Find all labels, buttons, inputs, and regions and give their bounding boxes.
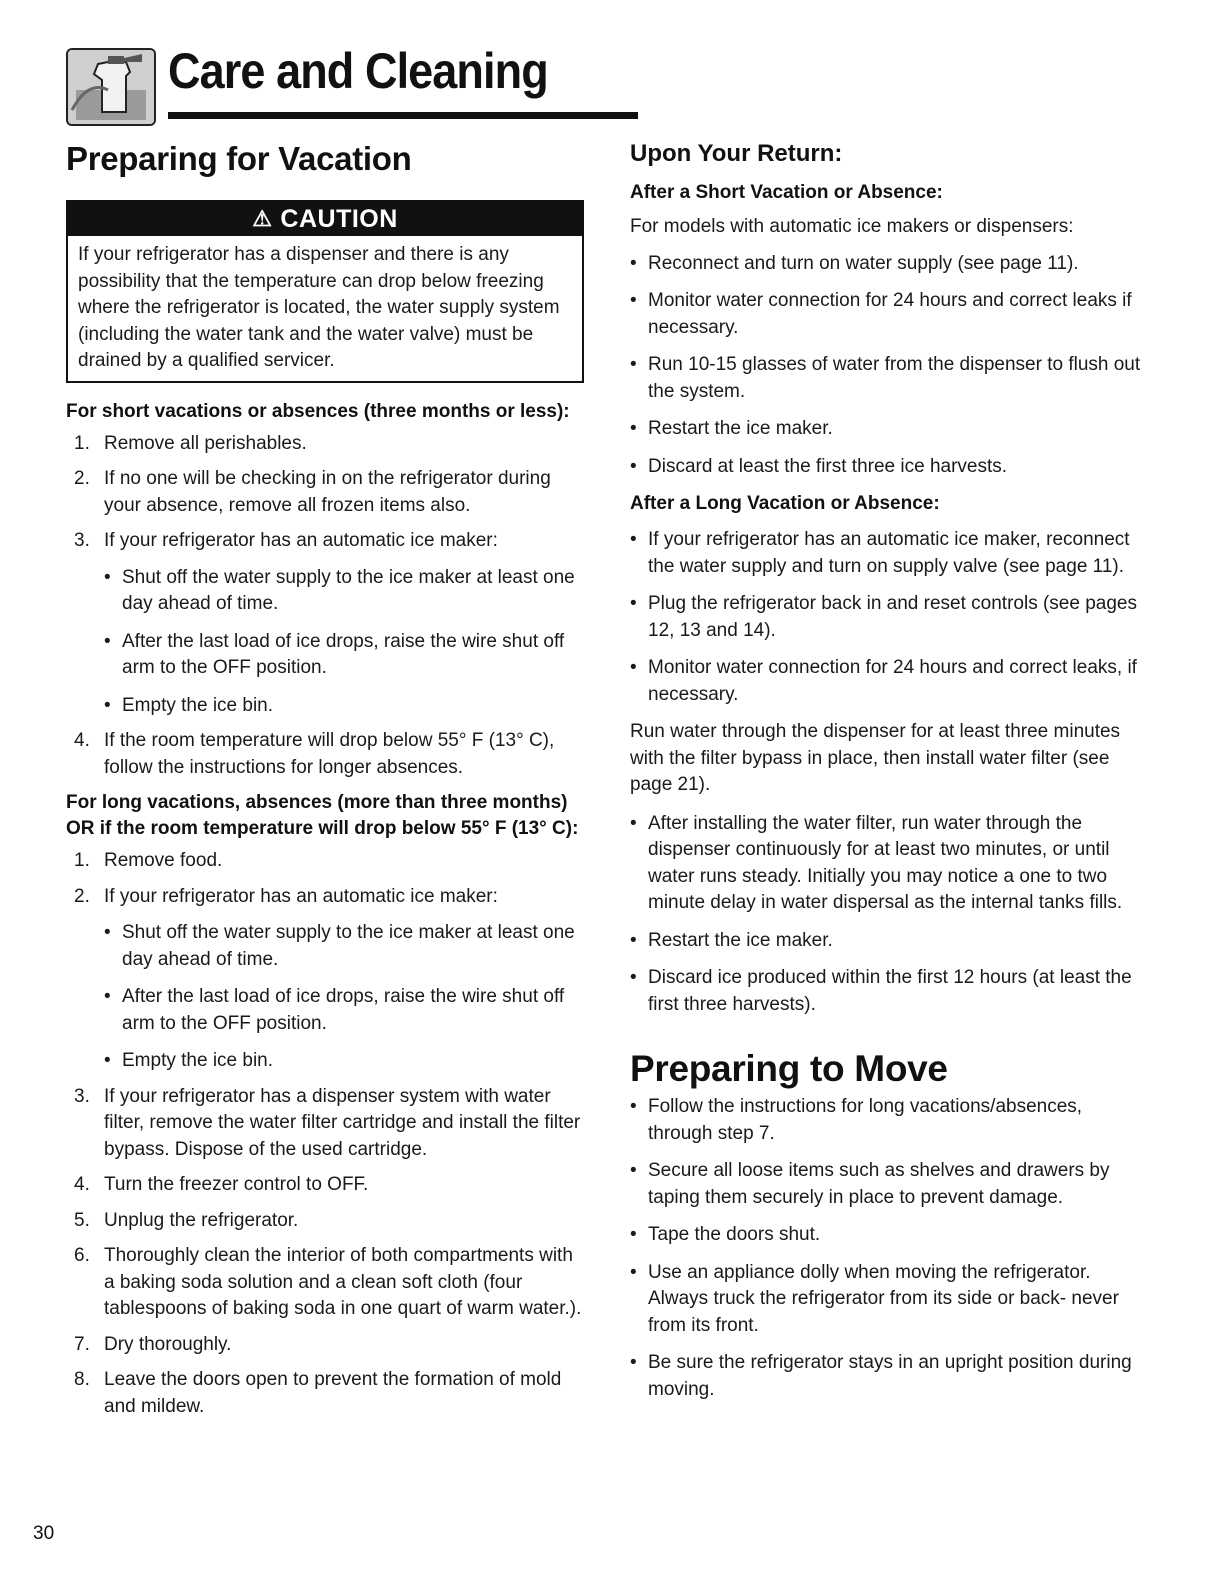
list-item: 3. If your refrigerator has a dispenser system with water filter, remove the water filter cartridge and install the filter bypass. Dispose of the used cartridge.	[74, 1085, 581, 1160]
caution-bar	[68, 202, 582, 236]
list-item: 5. Unplug the refrigerator.	[74, 1209, 299, 1231]
list-item: 6. Thoroughly clean the interior of both compartments with a baking soda solution and a clean soft cloth (four tablespoons of baking soda in one quart of warm water.).	[74, 1245, 582, 1319]
short-return-heading: After a Short Vacation or Absence:	[630, 182, 943, 203]
list-item: 1. Remove food.	[74, 850, 223, 871]
list-item: 4. Turn the freezer control to OFF.	[74, 1174, 369, 1195]
short-return-list	[630, 251, 1150, 481]
page-number: 30	[33, 1523, 55, 1544]
list-item: • If your refrigerator has an automatic ice maker, reconnect the water supply and turn on supply valve (see page 11).	[630, 529, 1130, 577]
list-item: • Discard ice produced within the first 12 hours (at least the first three harvests).	[630, 967, 1132, 1015]
caution-box	[66, 200, 584, 383]
short-vacation-heading: For short vacations or absences (three months or less):	[66, 400, 570, 422]
right-column	[630, 140, 1150, 1414]
list-item: • Use an appliance dolly when moving the refrigerator. Always truck the refrigerator from its side or back- never from its front.	[630, 1261, 1119, 1336]
list-item: • Empty the ice bin.	[104, 1050, 274, 1071]
long-vacation-list	[66, 848, 586, 1420]
ice-maker-sublist	[104, 565, 586, 720]
header-rule	[168, 112, 638, 119]
left-column	[66, 140, 586, 1429]
long-return-heading: After a Long Vacation or Absence:	[630, 493, 940, 514]
list-item: 2. If your refrigerator has an automatic ice maker: • Shut off the water supply to the ice maker at least one day ahead of time. • After the last load of ice drops, raise the wire shut off arm to the OFF position. • Empty the ice bin.	[66, 884, 586, 1075]
header-title: Care and Cleaning	[168, 43, 548, 99]
list-item: • Follow the instructions for long vacations/absences, through step 7.	[630, 1096, 1083, 1144]
list-item: • After the last load of ice drops, raise the wire shut off arm to the OFF position.	[104, 630, 565, 678]
caution-label: CAUTION	[280, 204, 398, 233]
list-item: 8. Leave the doors open to prevent the formation of mold and mildew.	[74, 1369, 562, 1417]
list-item: • Plug the refrigerator back in and reset controls (see pages 12, 13 and 14).	[630, 593, 1137, 641]
page-header	[66, 40, 571, 125]
list-item: 2. If no one will be checking in on the refrigerator during your absence, remove all frozen items also.	[74, 468, 551, 516]
list-item: • Reconnect and turn on water supply (see page 11).	[630, 252, 1079, 274]
spray-bottle-icon	[66, 48, 156, 126]
list-item: • Restart the ice maker.	[630, 418, 833, 439]
list-item: 4. If the room temperature will drop below 55° F (13° C), follow the instructions for longer absences.	[74, 730, 555, 778]
filter-paragraph: Run water through the dispenser for at least three minutes with the filter bypass in place, then install water filter (see page 21).	[630, 721, 1121, 795]
return-title: Upon Your Return:	[630, 140, 843, 167]
short-return-intro: For models with automatic ice makers or dispensers:	[630, 216, 1074, 237]
move-list	[630, 1094, 1150, 1403]
long-return-list	[630, 527, 1150, 708]
list-item: 3. If your refrigerator has an automatic ice maker: • Shut off the water supply to the ice maker at least one day ahead of time. • After the last load of ice drops, raise the wire shut off arm to the OFF position. • Empty the ice bin.	[66, 528, 586, 719]
list-item: • Be sure the refrigerator stays in an upright position during moving.	[630, 1352, 1132, 1400]
list-item: • Restart the ice maker.	[630, 929, 833, 951]
list-item: • Monitor water connection for 24 hours and correct leaks if necessary.	[630, 290, 1132, 338]
list-item: 1. Remove all perishables.	[74, 432, 307, 454]
caution-text: If your refrigerator has a dispenser and there is any possibility that the temperature can drop below freezing where the refrigerator is located, the water supply system (including the water tank and the water valve) must be drained by a qualified servicer.	[78, 244, 560, 371]
list-item: • After the last load of ice drops, raise the wire shut off arm to the OFF position.	[104, 986, 565, 1034]
vacation-title: Preparing for Vacation	[66, 140, 412, 177]
list-item: 7. Dry thoroughly.	[74, 1333, 232, 1355]
move-title: Preparing to Move	[630, 1048, 948, 1089]
list-item: • Secure all loose items such as shelves and drawers by taping them securely in place to prevent damage.	[630, 1160, 1110, 1208]
list-item: • Shut off the water supply to the ice maker at least one day ahead of time.	[104, 922, 575, 970]
warning-triangle-icon: ⚠	[252, 206, 273, 231]
filter-list	[630, 811, 1150, 1019]
list-item: • Discard at least the first three ice harvests.	[630, 455, 1008, 477]
list-item: • Monitor water connection for 24 hours and correct leaks, if necessary.	[630, 657, 1137, 705]
ice-maker-sublist	[104, 920, 586, 1075]
long-vacation-heading: For long vacations, absences (more than three months) OR if the room temperature will drop below 55° F (13° C):	[66, 792, 579, 839]
list-item: • Tape the doors shut.	[630, 1224, 821, 1245]
list-item: • Shut off the water supply to the ice maker at least one day ahead of time.	[104, 566, 575, 614]
list-item: • Empty the ice bin.	[104, 694, 274, 716]
list-item: • Run 10-15 glasses of water from the dispenser to flush out the system.	[630, 354, 1141, 402]
short-vacation-list	[66, 431, 586, 782]
list-item: • After installing the water filter, run water through the dispenser continuously for at least two minutes, or until water runs steady. Initially you may notice a one to two minute delay in water dispersal as the internal tanks fills.	[630, 812, 1123, 913]
